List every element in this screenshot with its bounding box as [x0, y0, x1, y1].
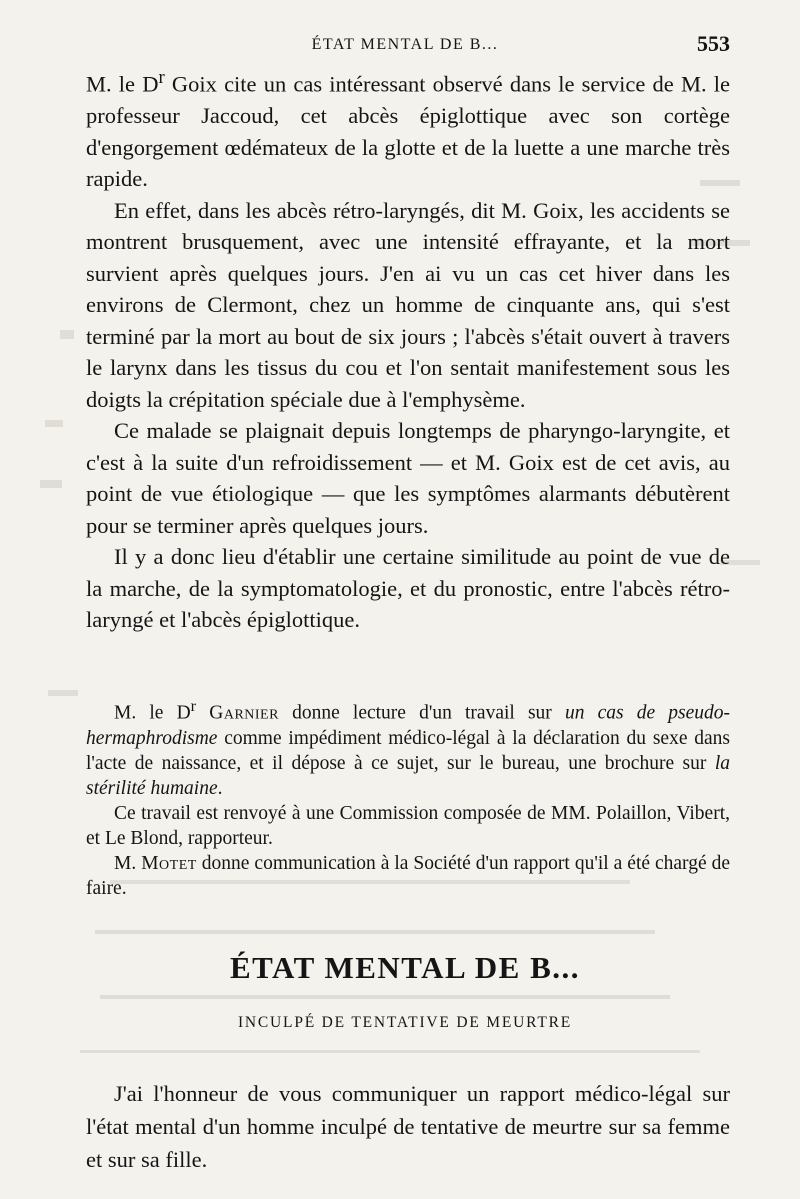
minute-garnier: [86, 694, 730, 801]
session-minutes: [86, 694, 730, 901]
paragraph-retro-laryngeal: En effet, dans les abcès rétro-laryngés, dit M. Goix, les accidents se montrent brusquement, avec une intensité effrayante, et la mort survient après quelques jours. J'en ai vu un cas cet hiver dans les environs de Clermont, chez un homme de cinquante ans, qui s'est terminé par la mort au bout de six jours ; l'abcès s'était ouvert à travers le larynx dans les tissus du cou et l'on sentait manifestement sous les doigts la crépitation spéciale due à l'emphysème.: [86, 197, 730, 412]
report-intro: [86, 1077, 730, 1176]
minute-text: .: [217, 777, 223, 799]
section-subtitle: INCULPÉ DE TENTATIVE DE MEURTRE: [237, 1014, 573, 1031]
paragraph-report-intro: J'ai l'honneur de vous communiquer un rapport médico-légal sur l'état mental d'un homme inculpé de tentative de meurtre sur sa femme et sur sa fille.: [86, 1081, 730, 1172]
paragraph-goix-case: [86, 62, 730, 195]
page-number: 553: [697, 31, 730, 56]
minute-text: comme impédiment médico-légal à la déclaration du sexe dans l'acte de naissance, et il dépose à ce sujet, sur le bureau, une brochure sur: [86, 727, 730, 774]
speaker-prefix: M. le D: [86, 71, 159, 97]
minute-commission: Ce travail est renvoyé à une Commission composée de MM. Polaillon, Vibert, et Le Blond, rapporteur.: [86, 802, 730, 849]
minute-prefix: M.: [114, 852, 142, 874]
doctor-abbrev-sup: r: [190, 697, 197, 715]
section-title: ÉTAT MENTAL DE B...: [229, 950, 581, 985]
speaker-name: Motet: [141, 852, 197, 874]
paragraph-conclusion: Il y a donc lieu d'établir une certaine similitude au point de vue de la marche, de la symptomatologie, et du pronostic, entre l'abcès rétro-laryngé et l'abcès épiglottique.: [86, 544, 730, 632]
running-header: [80, 30, 730, 60]
discussion-text: [86, 62, 730, 636]
paragraph-patient-history: Ce malade se plaignait depuis longtemps de pharyngo-laryngite, et c'est à la suite d'un refroidissement — et M. Goix est de cet avis, au point de vue étiologique — que les symptômes alarmants débutèrent pour se terminer après quelques jours.: [86, 418, 730, 538]
running-title: ÉTAT MENTAL DE B...: [311, 36, 499, 53]
minute-motet: [86, 851, 730, 901]
work-title: un cas de pseudo-hermaphrodisme: [86, 702, 731, 749]
doctor-abbrev-sup: r: [158, 67, 165, 88]
paragraph-text: Goix cite un cas intéressant observé dans le service de M. le professeur Jaccoud, cet abcès épiglottique avec son cortège d'engorgement œdémateux de la glotte et de la luette a une marche très rapide.: [86, 71, 730, 191]
speaker-name: Garnier: [209, 702, 279, 724]
minute-text: donne lecture d'un travail sur: [278, 702, 565, 724]
brochure-title: la stérilité humaine: [86, 752, 730, 799]
minute-prefix: M. le D: [114, 702, 191, 724]
minute-text: donne communication à la Société d'un rapport qu'il a été chargé de faire.: [86, 852, 730, 899]
